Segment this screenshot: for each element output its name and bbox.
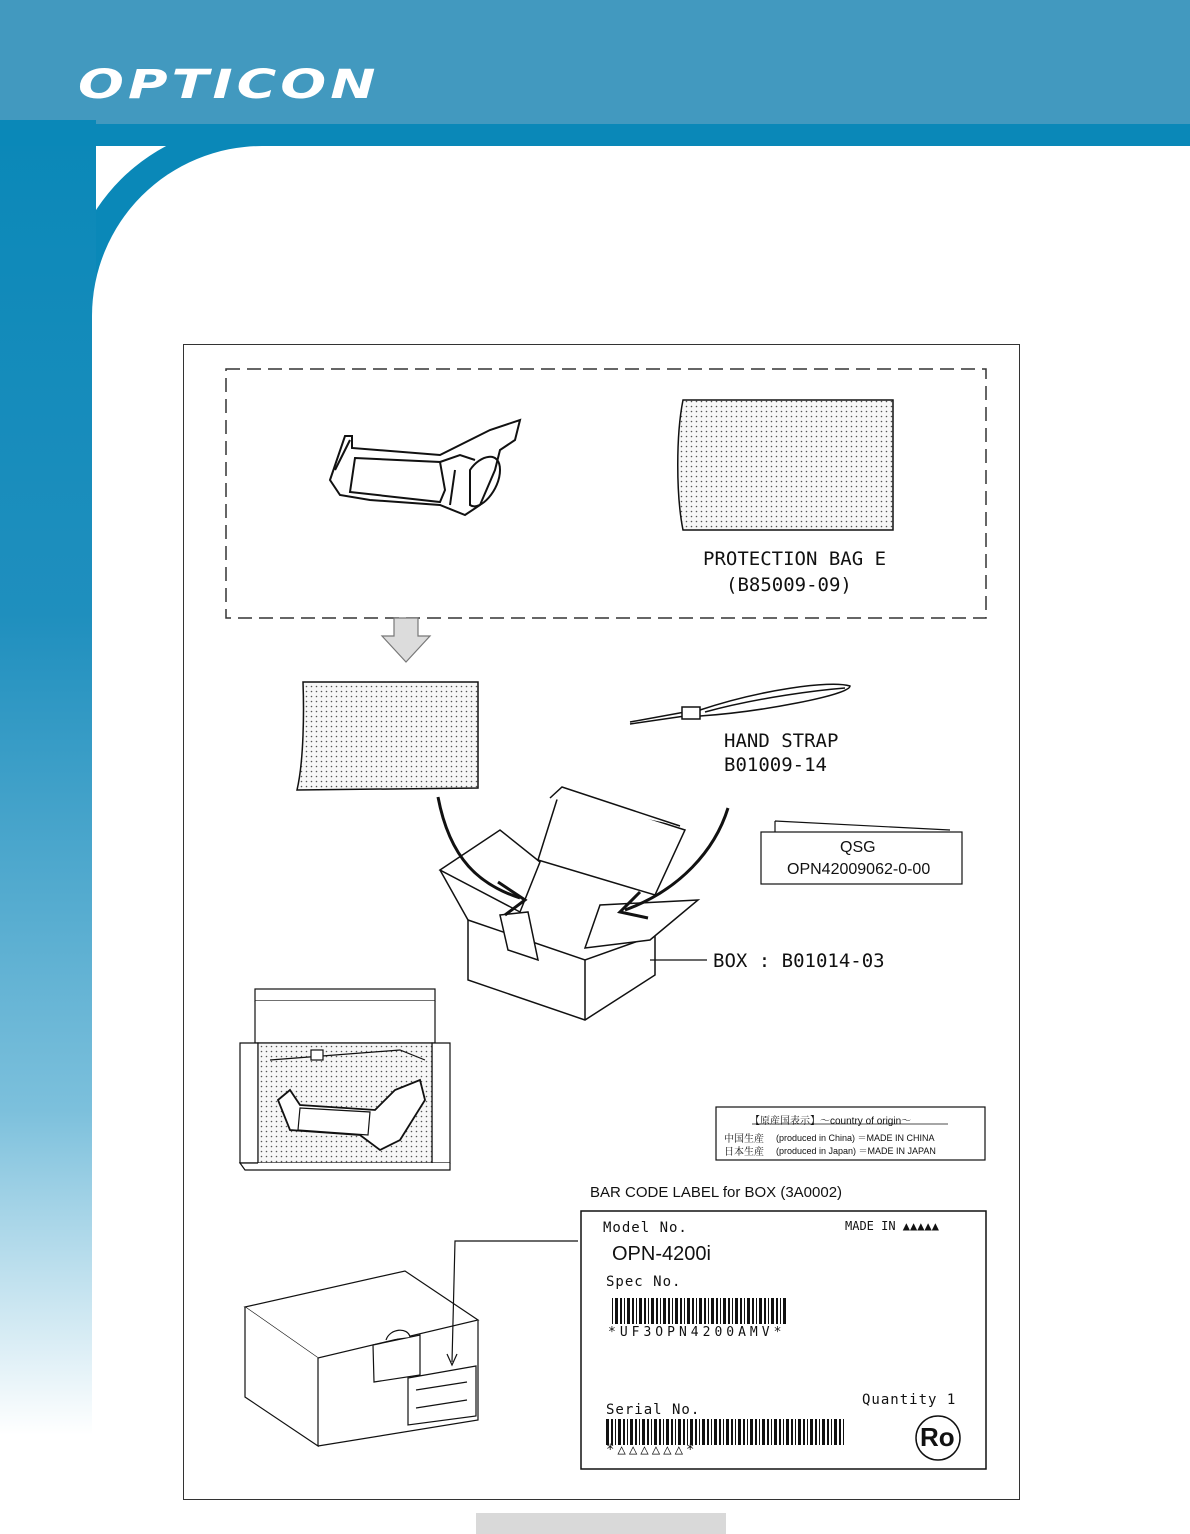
barcode-bar (672, 1298, 673, 1324)
barcode-bar (831, 1419, 832, 1445)
barcode-bar (687, 1298, 690, 1324)
origin-line2-en: (produced in Japan) ＝MADE IN JAPAN (776, 1146, 936, 1156)
barcode-bar (711, 1419, 712, 1445)
barcode-bar (696, 1298, 697, 1324)
barcode-bar (656, 1298, 658, 1324)
hand-strap-name: HAND STRAP (724, 730, 839, 752)
barcode-bar (684, 1298, 685, 1324)
barcode-bar (759, 1298, 762, 1324)
box-label: BOX : B01014-03 (713, 950, 885, 972)
barcode-bar (843, 1419, 844, 1445)
protection-bag-illustration (678, 400, 893, 530)
barcode-bar (660, 1298, 661, 1324)
qsg-title: QSG (840, 839, 876, 856)
barcode-bar (708, 1298, 709, 1324)
barcode-bar (704, 1298, 706, 1324)
closed-box-illustration (245, 1271, 478, 1446)
barcode-bar (699, 1298, 702, 1324)
spec-caption: Spec No. (606, 1274, 682, 1290)
barcode-bar (764, 1298, 766, 1324)
barcode-bar (776, 1298, 778, 1324)
barcode-bar (732, 1298, 733, 1324)
barcode-bar (720, 1298, 721, 1324)
barcode-bar (675, 1298, 678, 1324)
open-box-illustration (440, 787, 698, 1020)
barcode-bar (780, 1298, 781, 1324)
made-in-text: MADE IN ▲▲▲▲▲ (845, 1219, 939, 1233)
barcode-bar (612, 1298, 613, 1324)
barcode-bar (620, 1298, 622, 1324)
barcode-bar (723, 1298, 726, 1324)
barcode-bar (735, 1298, 738, 1324)
quantity-text: Quantity 1 (862, 1392, 957, 1408)
barcode-bar (740, 1298, 742, 1324)
barcode-bar (719, 1419, 721, 1445)
protection-bag-name: PROTECTION BAG E (703, 548, 887, 570)
barcode-bar (767, 1419, 769, 1445)
barcode-bar (726, 1419, 729, 1445)
barcode-bar (735, 1419, 736, 1445)
barcode-bar (636, 1298, 637, 1324)
barcode-bar (762, 1419, 765, 1445)
origin-title: 【原産国表示】～country of origin～ (750, 1116, 912, 1127)
barcode-bar (639, 1298, 642, 1324)
barcode-bar (716, 1298, 718, 1324)
scanner-cradle-illustration (330, 420, 520, 515)
barcode-bar (783, 1419, 784, 1445)
barcode-bar (798, 1419, 801, 1445)
serial-caption: Serial No. (606, 1402, 701, 1418)
barcode-bar (663, 1298, 666, 1324)
barcode-bar (743, 1419, 745, 1445)
barcode-bar (759, 1419, 760, 1445)
barcode-bar (774, 1419, 777, 1445)
barcode-bar (702, 1419, 705, 1445)
barcode-bar (680, 1298, 682, 1324)
barcode-bar (756, 1298, 757, 1324)
barcode-bar (795, 1419, 796, 1445)
ro-mark: Ro (920, 1422, 955, 1452)
barcode-bar (731, 1419, 733, 1445)
barcode-bar (692, 1298, 694, 1324)
barcode-bar (815, 1419, 817, 1445)
packed-box-illustration (240, 989, 450, 1170)
barcode-bar (819, 1419, 820, 1445)
barcode-bar (750, 1419, 753, 1445)
qsg-code: OPN42009062-0-00 (787, 861, 931, 878)
barcode-bar (648, 1298, 649, 1324)
barcode-bar (728, 1298, 730, 1324)
barcode-bar (723, 1419, 724, 1445)
barcode-bar (714, 1419, 717, 1445)
barcode-bar (755, 1419, 757, 1445)
barcode-bar (810, 1419, 813, 1445)
origin-line2-jp: 日本生産 (724, 1147, 764, 1158)
opticon-logo: OPTICON (78, 62, 380, 108)
bottom-gray-bar (476, 1513, 726, 1534)
barcode-bar (747, 1419, 748, 1445)
barcode-bar (744, 1298, 745, 1324)
barcode-label-heading: BAR CODE LABEL for BOX (3A0002) (590, 1184, 843, 1201)
model-caption: Model No. (603, 1220, 688, 1236)
barcode-bar (711, 1298, 714, 1324)
barcode-bar (834, 1419, 837, 1445)
barcode-bar (747, 1298, 750, 1324)
barcode-bar (651, 1298, 654, 1324)
barcode-bar (699, 1419, 700, 1445)
model-value: OPN-4200i (612, 1243, 711, 1265)
hand-strap-code: B01009-14 (724, 754, 827, 776)
hand-strap-illustration (630, 684, 850, 724)
barcode-bar (771, 1419, 772, 1445)
barcode-bar (615, 1298, 618, 1324)
spec-barcode-text: *UF3OPN4200AMV* (608, 1325, 786, 1340)
barcode-bar (644, 1298, 646, 1324)
serial-barcode-text: *△△△△△△* (606, 1442, 698, 1458)
barcode-bar (768, 1298, 769, 1324)
origin-line1-jp: 中国生産 (724, 1134, 764, 1145)
barcode-bar (803, 1419, 805, 1445)
barcode-bar (707, 1419, 709, 1445)
protection-bag-code: (B85009-09) (726, 574, 852, 596)
barcode-bar (627, 1298, 630, 1324)
barcode-bar (783, 1298, 786, 1324)
barcode-bar (779, 1419, 781, 1445)
down-arrow-icon (382, 618, 430, 662)
barcode-bar (786, 1419, 789, 1445)
barcode-bar (668, 1298, 670, 1324)
barcode-bar (771, 1298, 774, 1324)
barcode-bar (822, 1419, 825, 1445)
origin-line1-en: (produced in China) ＝MADE IN CHINA (776, 1133, 935, 1143)
barcode-bar (738, 1419, 741, 1445)
barcode-bar (807, 1419, 808, 1445)
barcode-bar (632, 1298, 634, 1324)
barcode-bar (624, 1298, 625, 1324)
barcode-bar (752, 1298, 754, 1324)
bagged-item-illustration (297, 682, 478, 790)
barcode-bar (791, 1419, 793, 1445)
barcode-bar (839, 1419, 841, 1445)
barcode-bar (827, 1419, 829, 1445)
